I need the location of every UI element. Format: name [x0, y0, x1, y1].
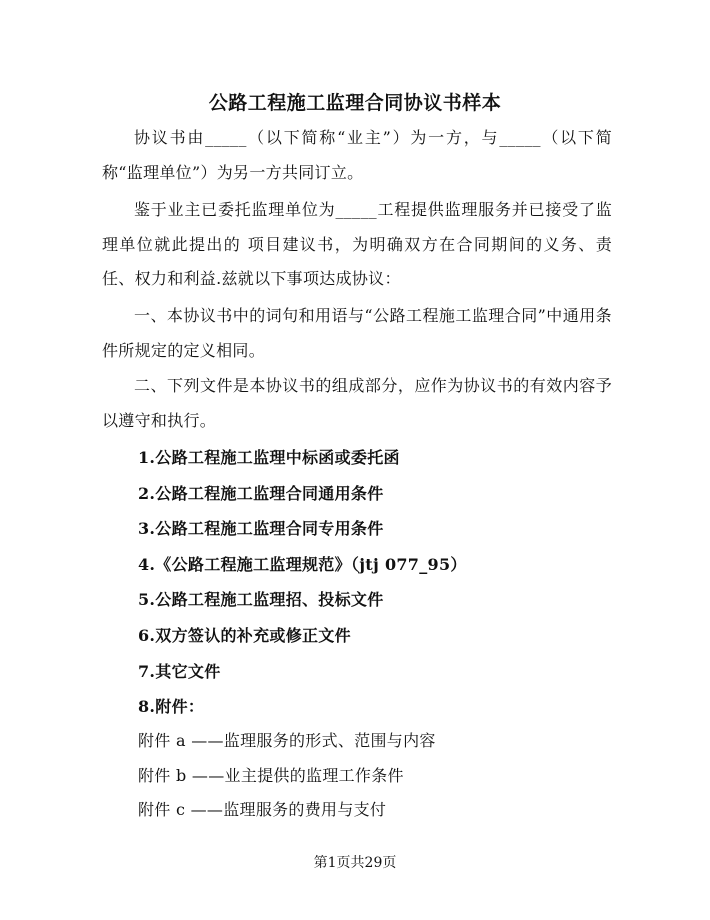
paragraph-recital: 鉴于业主已委托监理单位为_____工程提供监理服务并已接受了监理单位就此提出的 项目建议书，为明确双方在合同期间的义务、责任、权力和利益.兹就以下事项达成协议： — [102, 200, 612, 288]
list-item: 6.双方签认的补充或修正文件 — [138, 625, 351, 645]
attachment-list — [138, 724, 608, 828]
list-item: 5.公路工程施工监理招、投标文件 — [138, 590, 384, 610]
document-title: 公路工程施工监理合同协议书样本 — [208, 92, 502, 114]
list-item: 2.公路工程施工监理合同通用条件 — [138, 483, 384, 503]
paragraph-parties: 协议书由_____（以下简称“业主”）为一方，与_____（以下简称“监理单位”）为另一方共同订立。 — [102, 128, 612, 182]
list-item: 1.公路工程施工监理中标函或委托函 — [138, 448, 400, 467]
list-item: 3.公路工程施工监理合同专用条件 — [138, 519, 384, 539]
document-list — [138, 440, 608, 725]
page-number: 第1页共29页 — [313, 855, 397, 871]
paragraph-clause-two: 二、下列文件是本协议书的组成部分，应作为协议书的有效内容予以遵守和执行。 — [102, 376, 612, 430]
list-item: 8.附件： — [138, 697, 205, 717]
list-item: 7.其它文件 — [138, 661, 221, 681]
attachment-item: 附件 a ——监理服务的形式、范围与内容 — [138, 731, 436, 750]
attachment-item: 附件 c ——监理服务的费用与支付 — [138, 800, 387, 819]
attachment-item: 附件 b ——业主提供的监理工作条件 — [138, 765, 404, 785]
list-item: 4.《公路工程施工监理规范》（jtj 077_95） — [138, 554, 467, 574]
paragraph-clause-one: 一、本协议书中的词句和用语与“公路工程施工监理合同”中通用条件所规定的定义相同。 — [102, 306, 612, 360]
